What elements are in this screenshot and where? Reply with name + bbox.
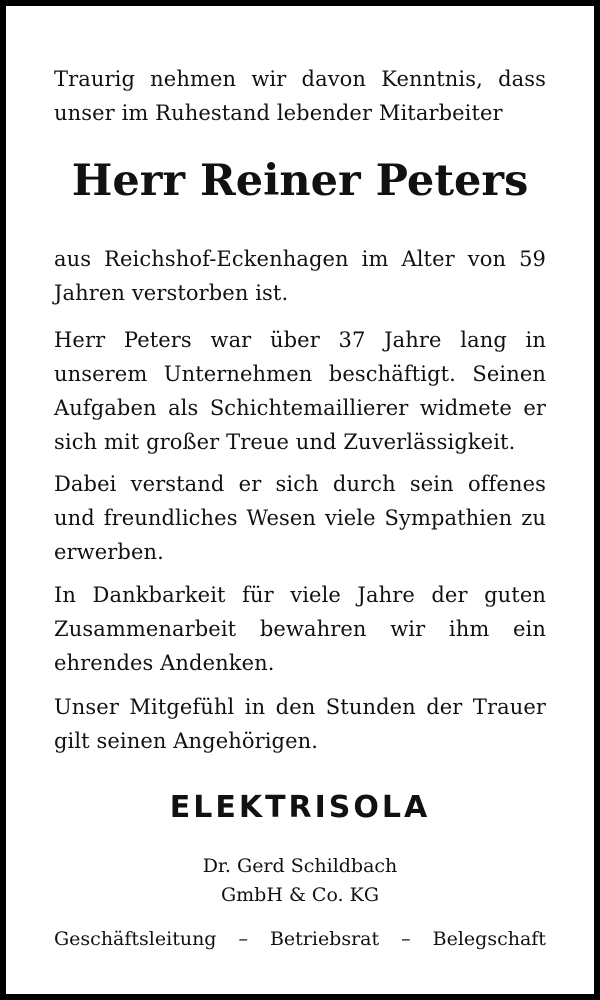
company-logo: ELEKTRISOLA (169, 790, 431, 825)
signoff-works-council: Betriebsrat (269, 928, 380, 950)
paragraph-condolence: Unser Mitgefühl in den Stunden der Trauer gilt seinen Angehörigen. (54, 695, 546, 753)
company-name-line1: Dr. Gerd Schildbach (202, 855, 398, 877)
signoff-line (54, 924, 546, 954)
company-name-line2: GmbH & Co. KG (220, 884, 379, 906)
signoff-separator: – (238, 928, 248, 950)
paragraph-character: Dabei verstand er sich durch sein offenes und freundliches Wesen viele Sympathien zu erwerben. (54, 472, 546, 564)
paragraph-gratitude: In Dankbarkeit für viele Jahre der guten Zusammenarbeit bewahren wir ihm ein ehrendes Andenken. (54, 583, 546, 675)
intro-text: Traurig nehmen wir davon Kenntnis, dass unser im Ruhestand lebender Mitarbeiter (54, 67, 546, 125)
signoff-staff: Belegschaft (432, 928, 546, 950)
deceased-name: Herr Reiner Peters (71, 156, 529, 206)
paragraph-origin: aus Reichshof-Eckenhagen im Alter von 59 Jahren verstorben ist. (54, 247, 546, 305)
signoff-separator: – (401, 928, 411, 950)
paragraph-career: Herr Peters war über 37 Jahre lang in unserem Unternehmen beschäftigt. Seinen Aufgaben als Schichtemaillierer widmete er sich mit großer Treue und Zuverlässigkeit. (54, 328, 546, 454)
signoff-management: Geschäftsleitung (54, 928, 217, 950)
